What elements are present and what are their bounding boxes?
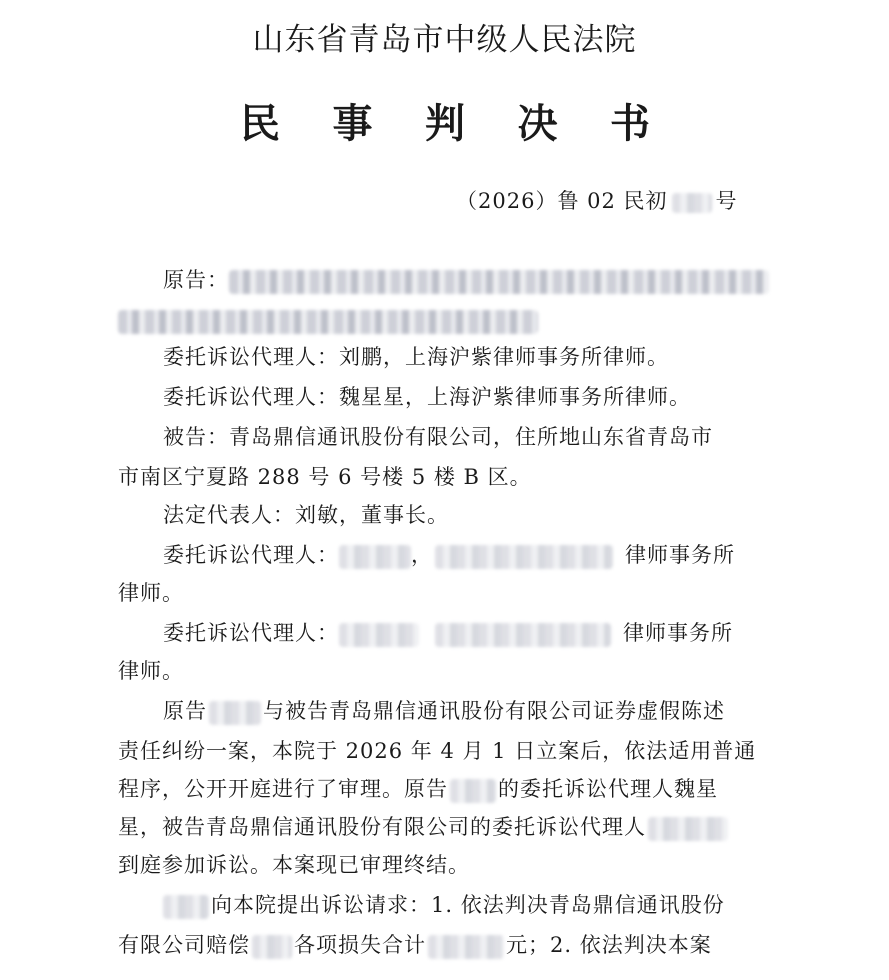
body-text: 原告: [163, 699, 207, 723]
body-line: [163, 696, 725, 726]
agent-firm-tail: 律师事务所: [625, 543, 735, 567]
body-text: 程序，公开开庭进行了审理。原告: [118, 777, 448, 801]
redacted-agent-name: [648, 817, 728, 841]
redacted-plaintiff-name: [450, 779, 496, 803]
title-char: 民: [240, 101, 280, 147]
plaintiff-agent-2: 委托诉讼代理人：魏星星，上海沪紫律师事务所律师。: [163, 385, 691, 409]
redacted-law-firm: [435, 545, 613, 569]
agent-comma: ，: [411, 543, 433, 567]
body-line: [163, 890, 725, 920]
redacted-plaintiff-name: [209, 701, 261, 725]
body-line: [118, 812, 728, 842]
defendant-line-1: 被告：青岛鼎信通讯股份有限公司，住所地山东省青岛市: [163, 425, 713, 449]
body-text: 的委托诉讼代理人魏星: [498, 777, 718, 801]
plaintiff-label: 原告：: [163, 268, 229, 292]
document-title: [240, 92, 650, 149]
body-text: 元；2. 依法判决本案: [506, 933, 712, 957]
body-line: [118, 930, 712, 960]
redacted-agent-name: [339, 623, 419, 647]
plaintiff-agent-1: 委托诉讼代理人：刘鹏，上海沪紫律师事务所律师。: [163, 345, 669, 369]
redacted-amount: [428, 935, 504, 959]
plaintiff-line-2: [118, 305, 538, 335]
defendant-agent-1-end: 律师。: [118, 581, 184, 605]
redacted-number: [672, 193, 712, 213]
plaintiff-line: [163, 265, 769, 295]
redacted-plaintiff-info: [229, 270, 769, 294]
redacted-law-firm: [435, 623, 611, 647]
agent-firm-tail: 律师事务所: [623, 621, 733, 645]
title-char: 判: [425, 101, 465, 147]
defendant-agent-1: [163, 540, 735, 570]
legal-representative: 法定代表人：刘敏，董事长。: [163, 503, 449, 527]
redacted-agent-name: [339, 545, 411, 569]
redacted-plaintiff-name: [163, 895, 209, 919]
case-number-prefix: （2026）鲁 02 民初: [456, 189, 668, 213]
case-number: [456, 185, 738, 215]
title-char: 决: [517, 101, 558, 147]
body-text: 有限公司赔偿: [118, 933, 250, 957]
agent-label: 委托诉讼代理人：: [163, 543, 339, 567]
redacted-plaintiff-name: [252, 935, 292, 959]
title-char: 事: [332, 101, 373, 147]
agent-label: 委托诉讼代理人：: [163, 621, 339, 645]
body-text: 与被告青岛鼎信通讯股份有限公司证券虚假陈述: [263, 699, 725, 723]
body-text: 向本院提出诉讼请求：1. 依法判决青岛鼎信通讯股份: [211, 893, 725, 917]
redacted-plaintiff-address: [118, 310, 538, 334]
defendant-agent-2: [163, 618, 733, 648]
body-text: 各项损失合计: [294, 933, 426, 957]
case-number-suffix: 号: [715, 189, 738, 213]
court-name: 山东省青岛市中级人民法院: [252, 22, 637, 58]
defendant-line-2: 市南区宁夏路 288 号 6 号楼 5 楼 B 区。: [118, 465, 532, 489]
body-line: 责任纠纷一案，本院于 2026 年 4 月 1 日立案后，依法适用普通: [118, 739, 757, 763]
defendant-agent-2-end: 律师。: [118, 659, 184, 683]
body-line: 到庭参加诉讼。本案现已审理终结。: [118, 853, 470, 877]
body-text: 星，被告青岛鼎信通讯股份有限公司的委托诉讼代理人: [118, 815, 646, 839]
title-char: 书: [610, 101, 650, 147]
body-line: [118, 774, 718, 804]
